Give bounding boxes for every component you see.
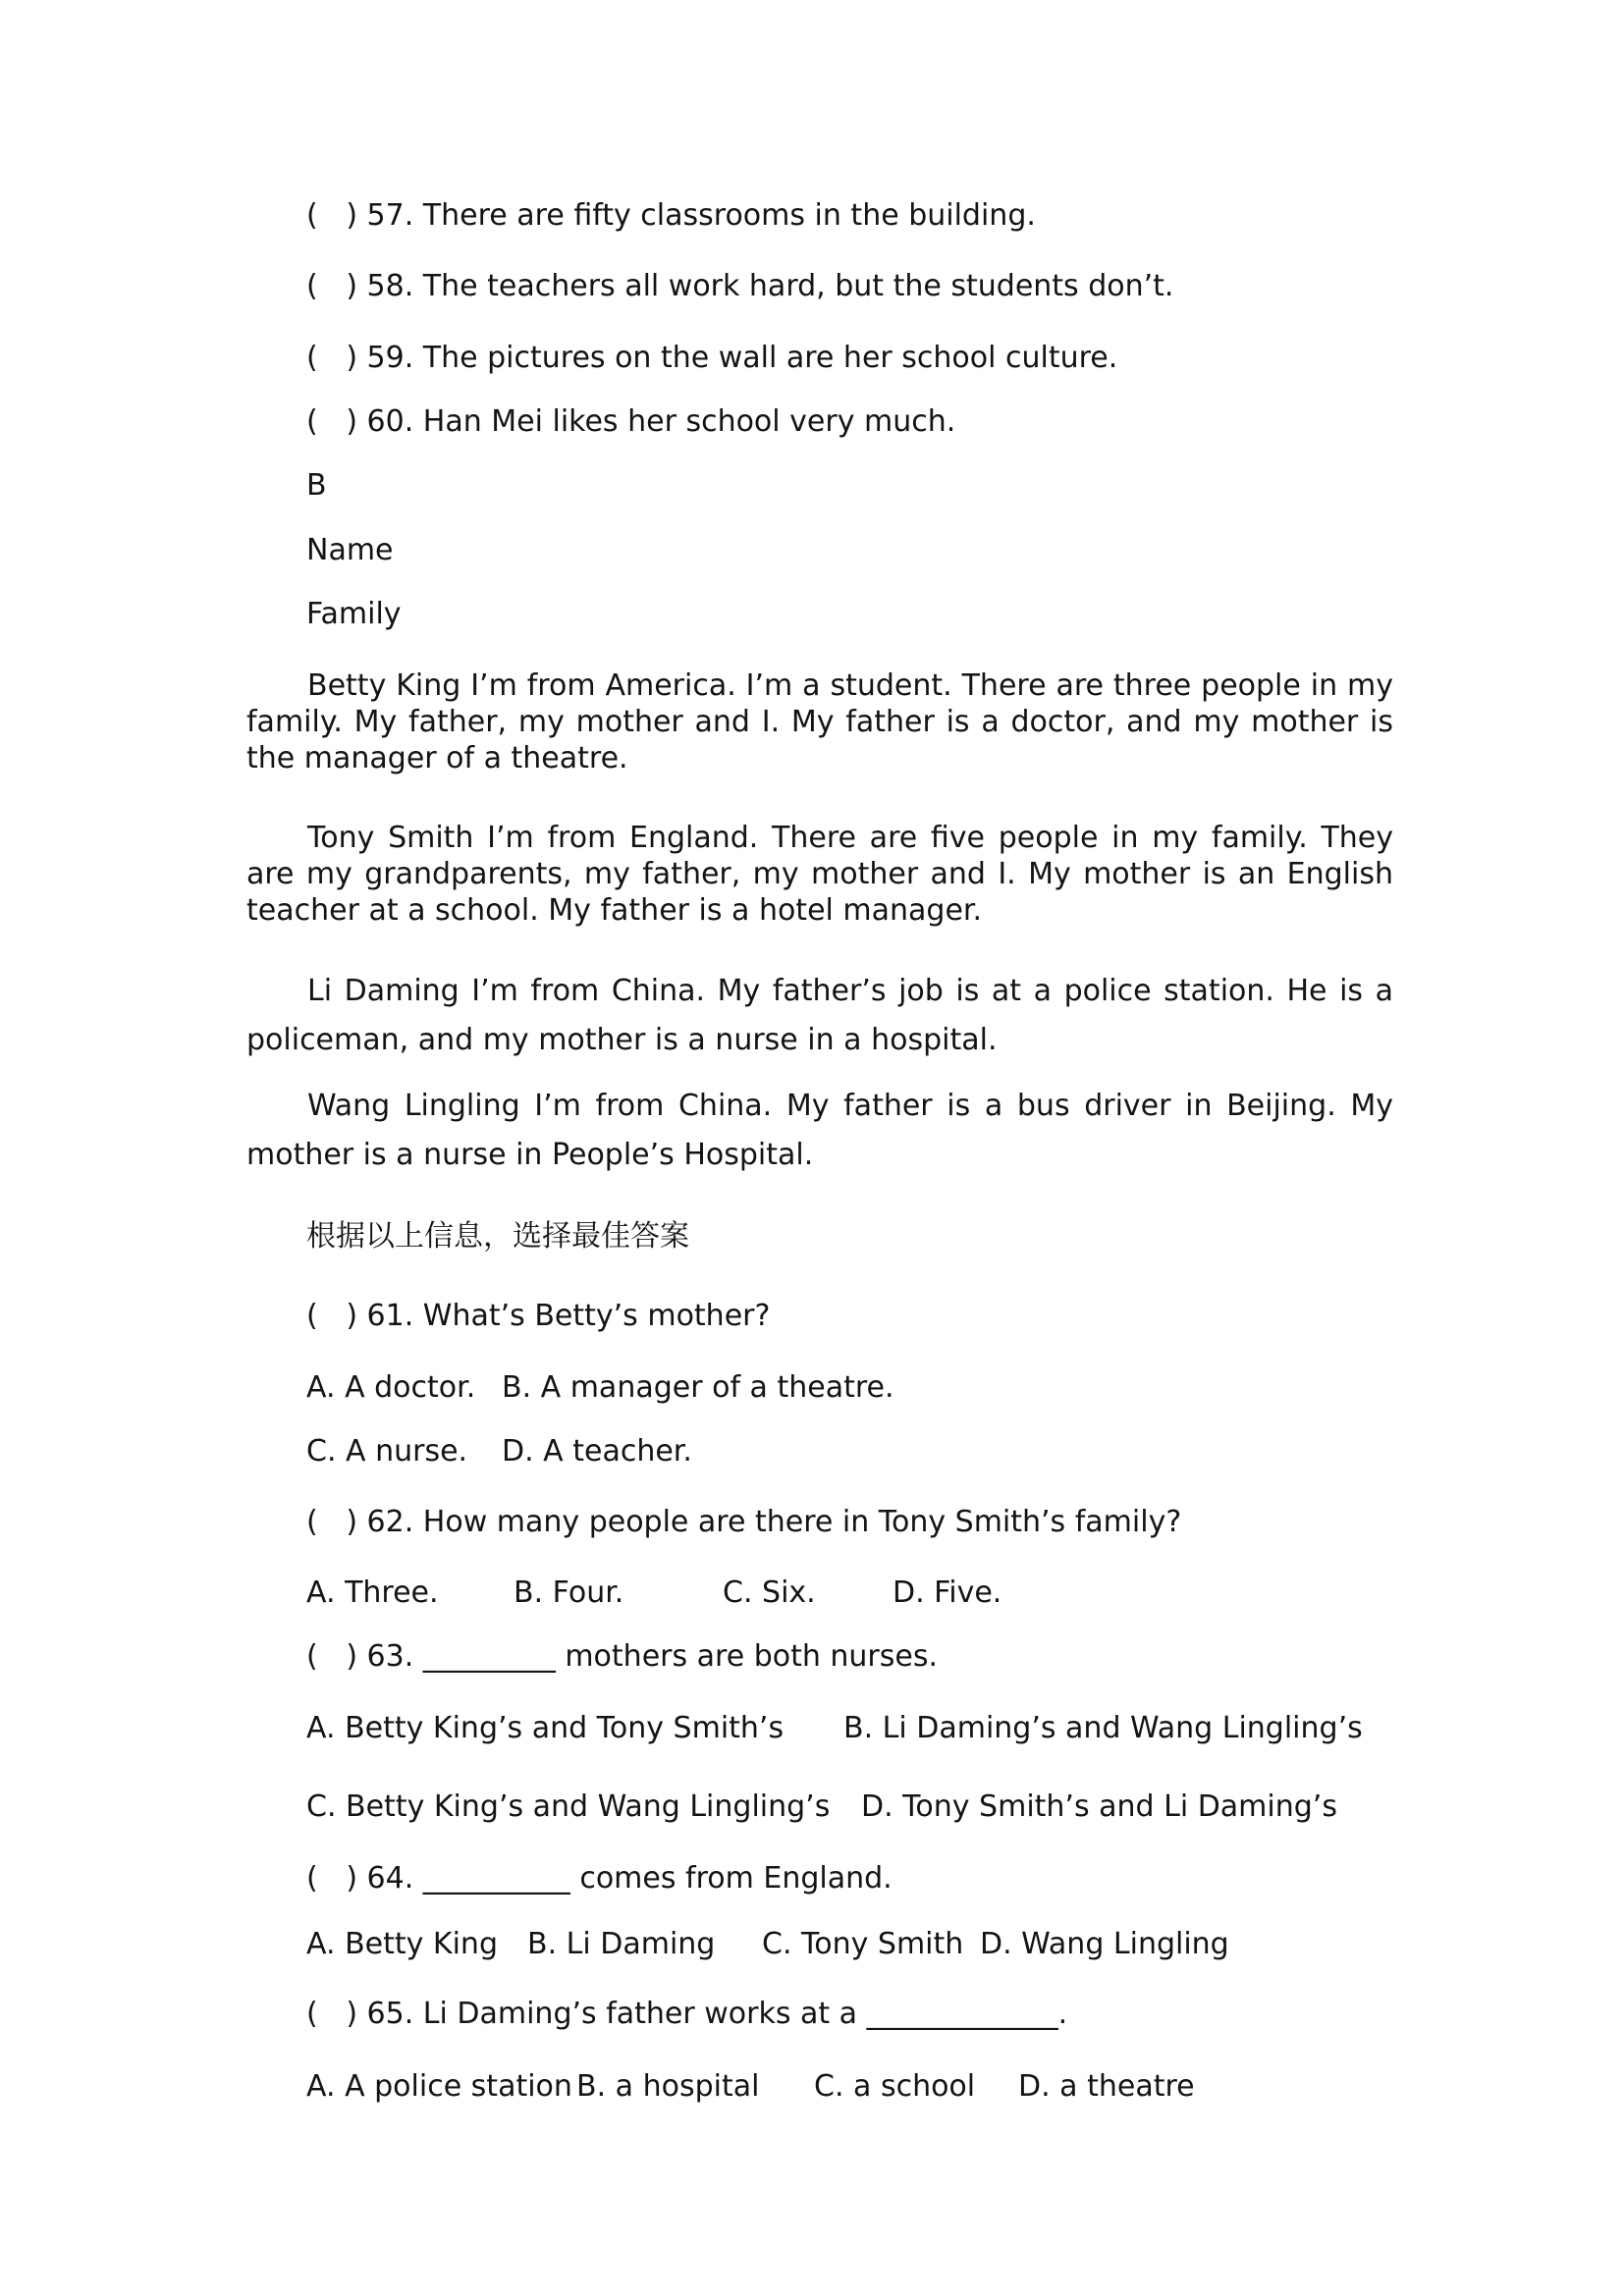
option: A. A police station [306,2069,572,2104]
option: B. Four. [514,1575,624,1610]
question-64-stem: ( ) 64. __________ comes from England. [306,1861,893,1896]
option: C. Tony Smith [762,1927,964,1961]
profile-li-daming: Li Daming I’m from China. My father’s job is at a police station. He is a policeman, and my mother is a nurse in a hospital. [246,974,1393,1057]
question-61-stem: ( ) 61. What’s Betty’s mother? [306,1299,771,1333]
statement-59: ( ) 59. The pictures on the wall are her school culture. [306,341,1118,375]
question-65-options [306,2069,1195,2281]
option: A. Betty King’s and Tony Smith’s [306,1711,785,1745]
statement-60: ( ) 60. Han Mei likes her school very much. [306,404,956,439]
profile-tony-smith: Tony Smith I’m from England. There are five people in my family. They are my grandparents, my father, my mother and I. My mother is an English teacher at a school. My father is a hotel manager. [246,821,1393,928]
section-label: B [306,468,327,503]
statement-58: ( ) 58. The teachers all work hard, but the students don’t. [306,269,1174,303]
statement-57: ( ) 57. There are fifty classrooms in the building. [306,198,1036,233]
profile-betty-king: Betty King I’m from America. I’m a student. There are three people in my family. My father, my mother and I. My father is a doctor, and my mother is the manager of a theatre. [246,668,1393,775]
option: D. Five. [893,1575,1002,1610]
option: A. Betty King [306,1927,498,1961]
option: C. A nurse. [306,1434,468,1468]
question-63-stem: ( ) 63. _________ mothers are both nurses. [306,1639,939,1674]
option: A. A doctor. [306,1370,476,1405]
option: B. Li Daming’s and Wang Lingling’s [843,1711,1363,1745]
table-header-name: Name [306,533,394,567]
option: D. a theatre [1018,2069,1195,2104]
option: A. Three. [306,1575,439,1610]
instruction: 根据以上信息，选择最佳答案 [306,1219,689,1254]
table-header-family: Family [306,597,402,631]
option: D. A teacher. [502,1434,692,1468]
profile-wang-lingling: Wang Lingling I’m from China. My father is a bus driver in Beijing. My mother is a nurse in People’s Hospital. [246,1089,1393,1172]
question-62-stem: ( ) 62. How many people are there in Tony Smith’s family? [306,1505,1182,1539]
option: D. Tony Smith’s and Li Daming’s [861,1789,1337,1824]
option: B. Li Daming [527,1927,716,1961]
option: C. Betty King’s and Wang Lingling’s [306,1789,831,1824]
question-65-stem: ( ) 65. Li Daming’s father works at a _____________. [306,1997,1068,2031]
option: C. a school [814,2069,976,2104]
option: B. A manager of a theatre. [502,1370,894,1405]
option: B. a hospital [576,2069,760,2104]
option: C. Six. [723,1575,816,1610]
option: D. Wang Lingling [980,1927,1229,1961]
